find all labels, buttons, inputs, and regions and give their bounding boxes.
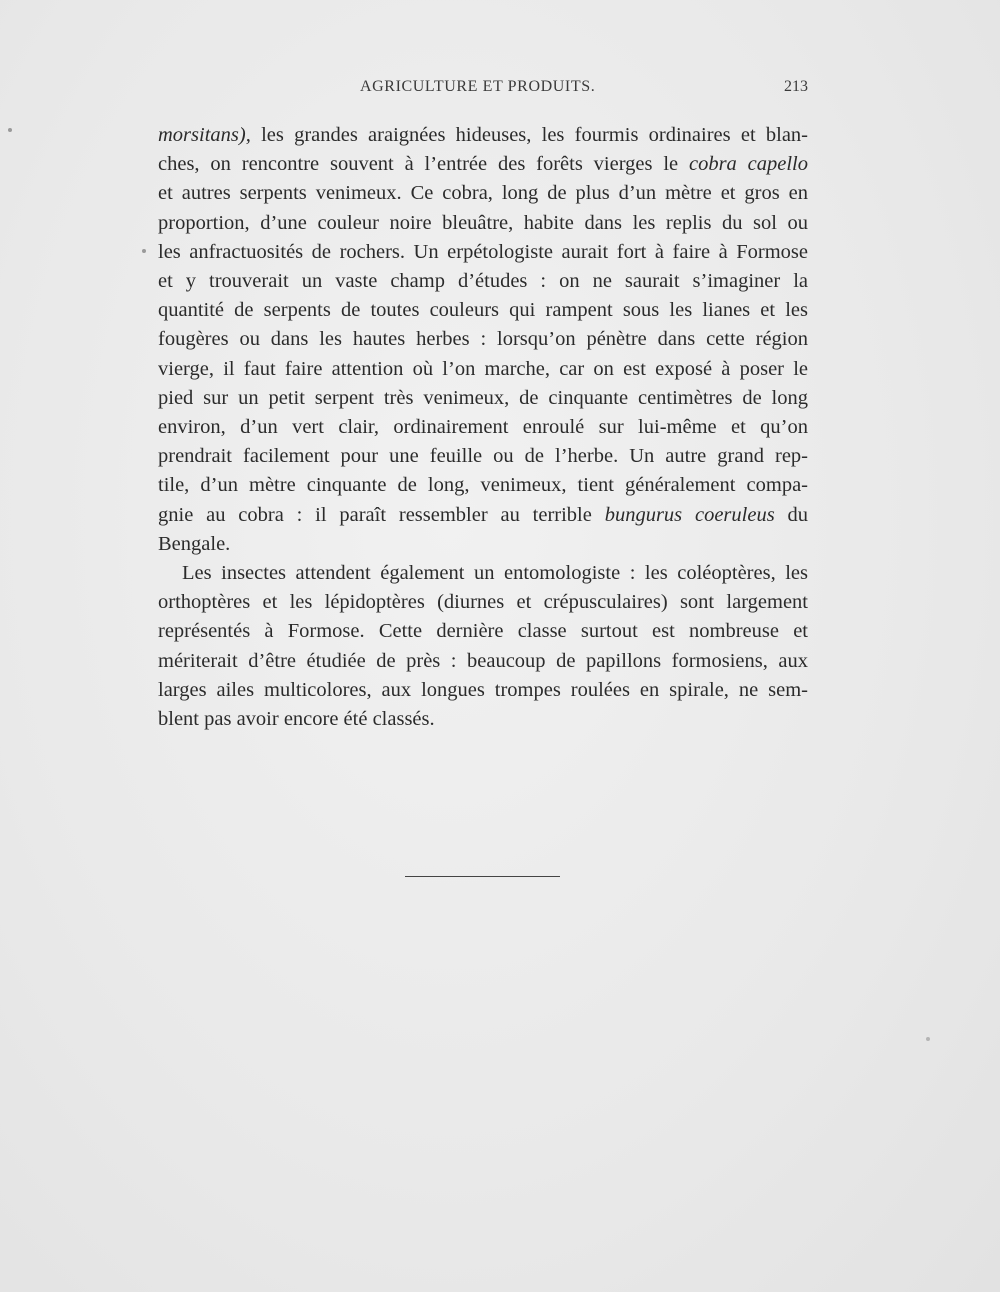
paragraph-insects [158,559,808,734]
text-line: orthoptères et les lépidoptères (diurnes et crépusculaires) sont largement [158,591,808,614]
species-name-italic: cobra capello [688,153,808,176]
paper-speck [926,1037,930,1041]
text-line [158,121,808,150]
paper-speck [8,128,12,132]
text-line: quantité de serpents de toutes couleurs qui rampent sous les lianes et les [158,299,808,322]
text-line: environ, d’un vert clair, ordinairement enroulé sur lui-même et qu’on [158,416,808,439]
text-line: vierge, il faut faire attention où l’on marche, car on est exposé à poser le [158,357,808,380]
text-line: Bengale. [158,532,231,555]
text-span: gnie au cobra : il paraît ressembler au terrible [158,503,605,526]
text-line: mériterait d’être étudiée de près : beaucoup de papillons formosiens, aux [158,649,808,672]
body-text [158,121,808,734]
species-name-italic: bungurus coeruleus [604,503,775,526]
text-line: prendrait facilement pour une feuille ou de l’herbe. Un autre grand rep- [158,445,808,468]
text-line: pied sur un petit serpent très venimeux, de cinquante centimètres de long [158,386,808,409]
paper-speck [142,249,146,253]
text-line: Les insectes attendent également un entomologiste : les coléoptères, les [182,562,808,585]
text-span: ches, on rencontre souvent à l’entrée des forêts vierges le [158,153,689,176]
paragraph-snakes [158,121,808,559]
text-span: les grandes araignées hideuses, les fourmis ordinaires et blan- [250,124,808,146]
species-name-italic: morsitans), [158,124,251,146]
page-number: 213 [784,78,808,95]
text-line: proportion, d’une couleur noire bleuâtre, habite dans les replis du sol ou [158,211,808,234]
text-line: et autres serpents venimeux. Ce cobra, long de plus d’un mètre et gros en [158,182,808,205]
text-span: du [774,503,808,526]
text-line: et y trouverait un vaste champ d’études : on ne saurait s’imaginer la [158,270,808,293]
text-line: fougères ou dans les hautes herbes : lorsqu’on pénètre dans cette région [158,328,808,351]
text-line [158,150,808,179]
end-rule [405,876,560,877]
text-line: représentés à Formose. Cette dernière classe surtout est nombreuse et [158,620,808,643]
running-title: AGRICULTURE ET PRODUITS. [360,78,596,95]
text-line: larges ailes multicolores, aux longues trompes roulées en spirale, ne sem- [158,678,808,701]
text-line: les anfractuosités de rochers. Un erpétologiste aurait fort à faire à Formose [158,240,808,263]
text-line: tile, d’un mètre cinquante de long, venimeux, tient généralement compa- [158,474,808,497]
text-line: blent pas avoir encore été classés. [158,708,435,731]
running-head [158,78,808,102]
text-line [158,501,808,530]
